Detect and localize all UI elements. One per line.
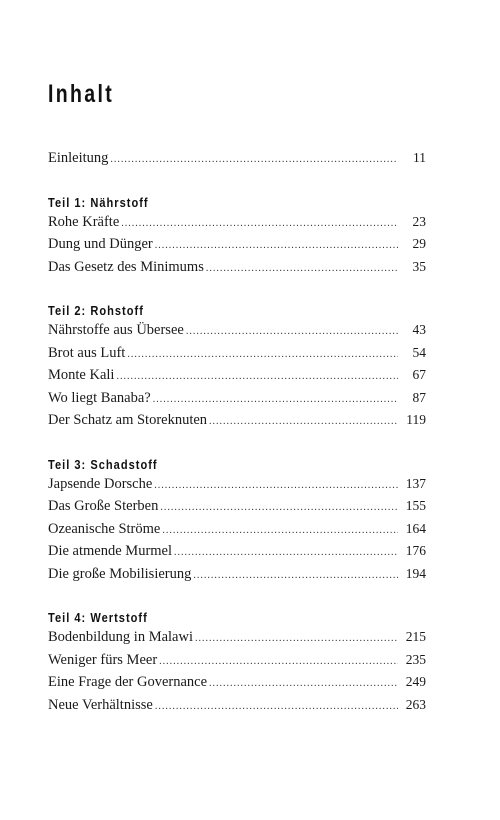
section-heading: Teil 1: Nährstoff <box>48 194 149 210</box>
leader-dots <box>209 678 398 689</box>
toc-entry[interactable] <box>48 412 426 435</box>
toc-entry-page: 11 <box>413 150 426 165</box>
toc-entry-title: Das Gesetz des Minimums <box>48 258 204 275</box>
toc-entry-page: 176 <box>405 543 426 558</box>
toc-entry-page: 67 <box>412 367 426 382</box>
leader-dots <box>155 240 398 251</box>
toc-entry[interactable] <box>48 566 426 589</box>
toc-entry-title: Der Schatz am Storeknuten <box>48 412 208 428</box>
leader-dots <box>174 547 398 558</box>
leader-dots <box>121 218 398 229</box>
toc-entry-title: Neue Verhältnisse <box>48 696 153 713</box>
toc-entry-page: 29 <box>412 236 426 251</box>
leader-dots <box>127 349 398 360</box>
toc-entry[interactable] <box>48 345 426 368</box>
toc-entry-title: Japsende Dorsche <box>48 475 153 492</box>
toc-entry-intro[interactable] <box>48 150 426 173</box>
toc-entry-title: Monte Kali <box>48 367 115 383</box>
toc-entry-page: 194 <box>405 565 426 581</box>
toc-section-part-4 <box>48 607 426 719</box>
section-heading: Teil 3: Schadstoff <box>48 456 158 472</box>
toc-entry-page: 155 <box>405 498 426 513</box>
table-of-contents <box>48 150 426 719</box>
toc-entry[interactable] <box>48 521 426 544</box>
toc-entry[interactable] <box>48 652 426 675</box>
toc-entry-page: 35 <box>412 258 426 274</box>
toc-entry[interactable] <box>48 697 426 720</box>
toc-entry-page: 23 <box>412 213 426 229</box>
toc-entry-page: 54 <box>412 344 426 360</box>
leader-dots <box>155 701 398 712</box>
toc-entry-title: Einleitung <box>48 150 109 166</box>
toc-entry-title: Brot aus Luft <box>48 344 126 361</box>
toc-entry[interactable] <box>48 674 426 697</box>
toc-entry[interactable] <box>48 322 426 345</box>
toc-entry-title: Wo liegt Banaba? <box>48 389 151 406</box>
toc-entry-page: 215 <box>405 629 426 644</box>
toc-entry-page: 263 <box>405 696 426 712</box>
toc-entry[interactable] <box>48 498 426 521</box>
toc-entry-title: Nährstoffe aus Übersee <box>48 322 184 338</box>
leader-dots <box>110 154 398 165</box>
toc-entry-title: Bodenbildung in Malawi <box>48 629 193 645</box>
toc-parts <box>48 192 426 720</box>
toc-entry-page: 119 <box>406 412 426 427</box>
leader-dots <box>160 502 398 513</box>
leader-dots <box>159 656 398 667</box>
toc-entry[interactable] <box>48 367 426 390</box>
toc-entry[interactable] <box>48 629 426 652</box>
toc-entry-page: 164 <box>405 520 426 536</box>
toc-entry[interactable] <box>48 476 426 499</box>
toc-entry-title: Das Große Sterben <box>48 498 159 514</box>
toc-entry-title: Ozeanische Ströme <box>48 520 161 537</box>
leader-dots <box>162 525 398 536</box>
toc-entry-title: Weniger fürs Meer <box>48 651 158 668</box>
leader-dots <box>116 371 398 382</box>
leader-dots <box>186 326 398 337</box>
leader-dots <box>195 633 398 644</box>
toc-entry-page: 43 <box>412 322 426 337</box>
toc-section-part-3 <box>48 454 426 589</box>
toc-entry-title: Die große Mobilisierung <box>48 565 192 582</box>
section-heading: Teil 2: Rohstoff <box>48 303 144 318</box>
page-title: Inhalt <box>48 80 115 108</box>
toc-entry-page: 87 <box>412 389 426 405</box>
toc-entry-title: Die atmende Murmel <box>48 543 173 559</box>
leader-dots <box>209 416 398 427</box>
section-heading: Teil 4: Wertstoff <box>48 610 148 625</box>
toc-entry-title: Rohe Kräfte <box>48 213 120 230</box>
toc-entry[interactable] <box>48 259 426 282</box>
leader-dots <box>154 480 398 491</box>
toc-entry-page: 137 <box>405 475 426 491</box>
toc-entry-page: 235 <box>405 651 426 667</box>
leader-dots <box>153 394 398 405</box>
toc-entry-page: 249 <box>405 674 426 689</box>
leader-dots <box>206 263 398 274</box>
toc-section-part-1 <box>48 192 426 282</box>
toc-section-part-2 <box>48 300 426 435</box>
toc-entry[interactable] <box>48 214 426 237</box>
toc-entry-title: Dung und Dünger <box>48 236 153 252</box>
toc-entry[interactable] <box>48 543 426 566</box>
toc-entry[interactable] <box>48 390 426 413</box>
toc-entry-title: Eine Frage der Governance <box>48 674 208 690</box>
leader-dots <box>193 570 398 581</box>
toc-entry[interactable] <box>48 236 426 259</box>
